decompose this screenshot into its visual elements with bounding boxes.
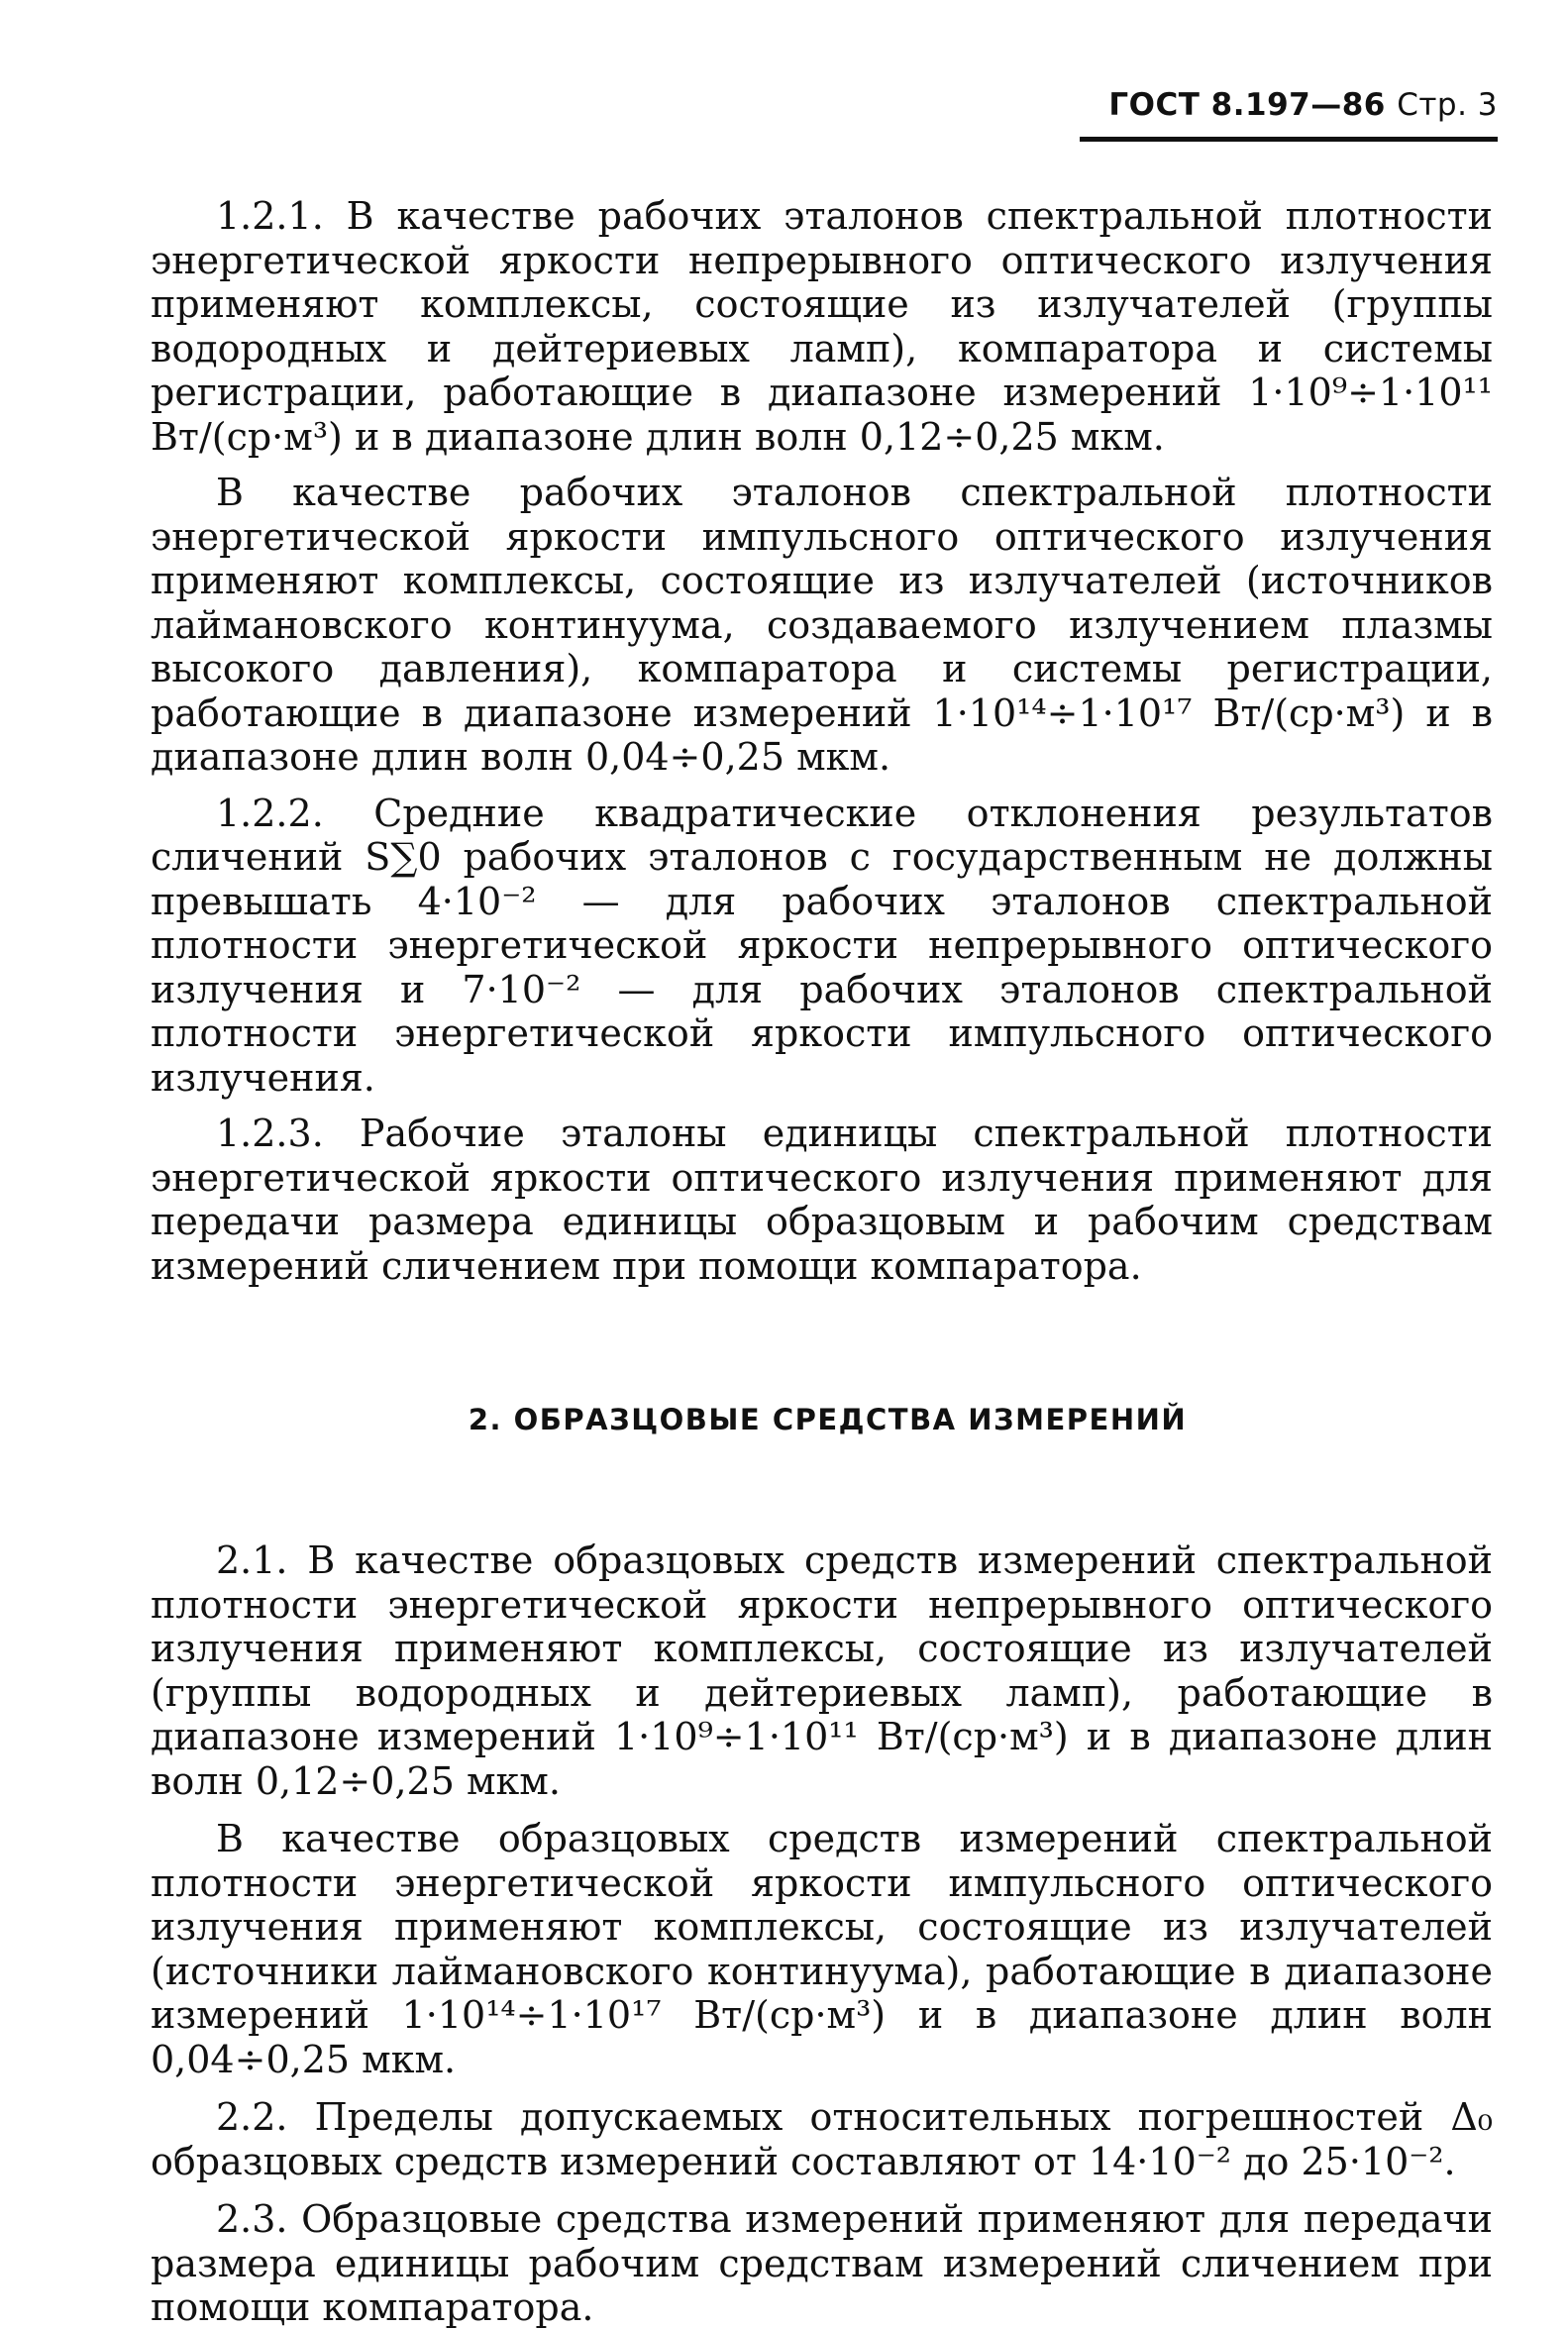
document-code: ГОСТ 8.197—86 <box>1108 87 1386 123</box>
page-body <box>151 194 1493 2330</box>
paragraph-1-2-1-pulsed: В качестве рабочих эталонов спектральной плотности энергетической яркости импульсного оптического излучения применяют комплексы, состоящие из излучателей (источников лаймановского континуума, создаваемого излучением плазмы высокого давления), компаратора и системы регистрации, работающие в диапазоне измерений 1·10¹⁴÷1·10¹⁷ Вт/(ср·м³) и в диапазоне длин волн 0,04÷0,25 мкм. <box>151 471 1493 779</box>
page-number: Стр. 3 <box>1397 87 1498 123</box>
paragraph-2-3: 2.3. Образцовые средства измерений применяют для передачи размера единицы рабочим средствам измерений сличением при помощи компаратора. <box>151 2197 1493 2329</box>
header-rule <box>1080 137 1498 142</box>
paragraph-1-2-1: 1.2.1. В качестве рабочих эталонов спектральной плотности энергетической яркости непрерывного оптического излучения применяют комплексы, состоящие из излучателей (группы водородных и дейтериевых ламп), компаратора и системы регистрации, работающие в диапазоне измерений 1·10⁹÷1·10¹¹ Вт/(ср·м³) и в диапазоне длин волн 0,12÷0,25 мкм. <box>151 194 1493 459</box>
paragraph-2-1-pulsed: В качестве образцовых средств измерений спектральной плотности энергетической яркости импульсного оптического излучения применяют комплексы, состоящие из излучателей (источники лаймановского континуума), работающие в диапазоне измерений 1·10¹⁴÷1·10¹⁷ Вт/(ср·м³) и в диапазоне длин волн 0,04÷0,25 мкм. <box>151 1817 1493 2081</box>
paragraph-1-2-2: 1.2.2. Средние квадратические отклонения результатов сличений S∑0 рабочих эталонов с государственным не должны превышать 4·10⁻² — для рабочих эталонов спектральной плотности энергетической яркости непрерывного оптического излучения и 7·10⁻² — для рабочих эталонов спектральной плотности энергетической яркости импульсного оптического излучения. <box>151 791 1493 1100</box>
paragraph-1-2-3: 1.2.3. Рабочие эталоны единицы спектральной плотности энергетической яркости оптического излучения применяют для передачи размера единицы образцовым и рабочим средствам измерений сличением при помощи компаратора. <box>151 1112 1493 1288</box>
paragraph-2-1: 2.1. В качестве образцовых средств измерений спектральной плотности энергетической яркости непрерывного оптического излучения применяют комплексы, состоящие из излучателей (группы водородных и дейтериевых ламп), работающие в диапазоне измерений 1·10⁹÷1·10¹¹ Вт/(ср·м³) и в диапазоне длин волн 0,12÷0,25 мкм. <box>151 1538 1493 1803</box>
section-2-title: 2. ОБРАЗЦОВЫЕ СРЕДСТВА ИЗМЕРЕНИЙ <box>468 1403 1188 1436</box>
page-header <box>1082 87 1498 123</box>
paragraph-2-2: 2.2. Пределы допускаемых относительных погрешностей Δ₀ образцовых средств измерений составляют от 14·10⁻² до 25·10⁻². <box>151 2095 1493 2183</box>
